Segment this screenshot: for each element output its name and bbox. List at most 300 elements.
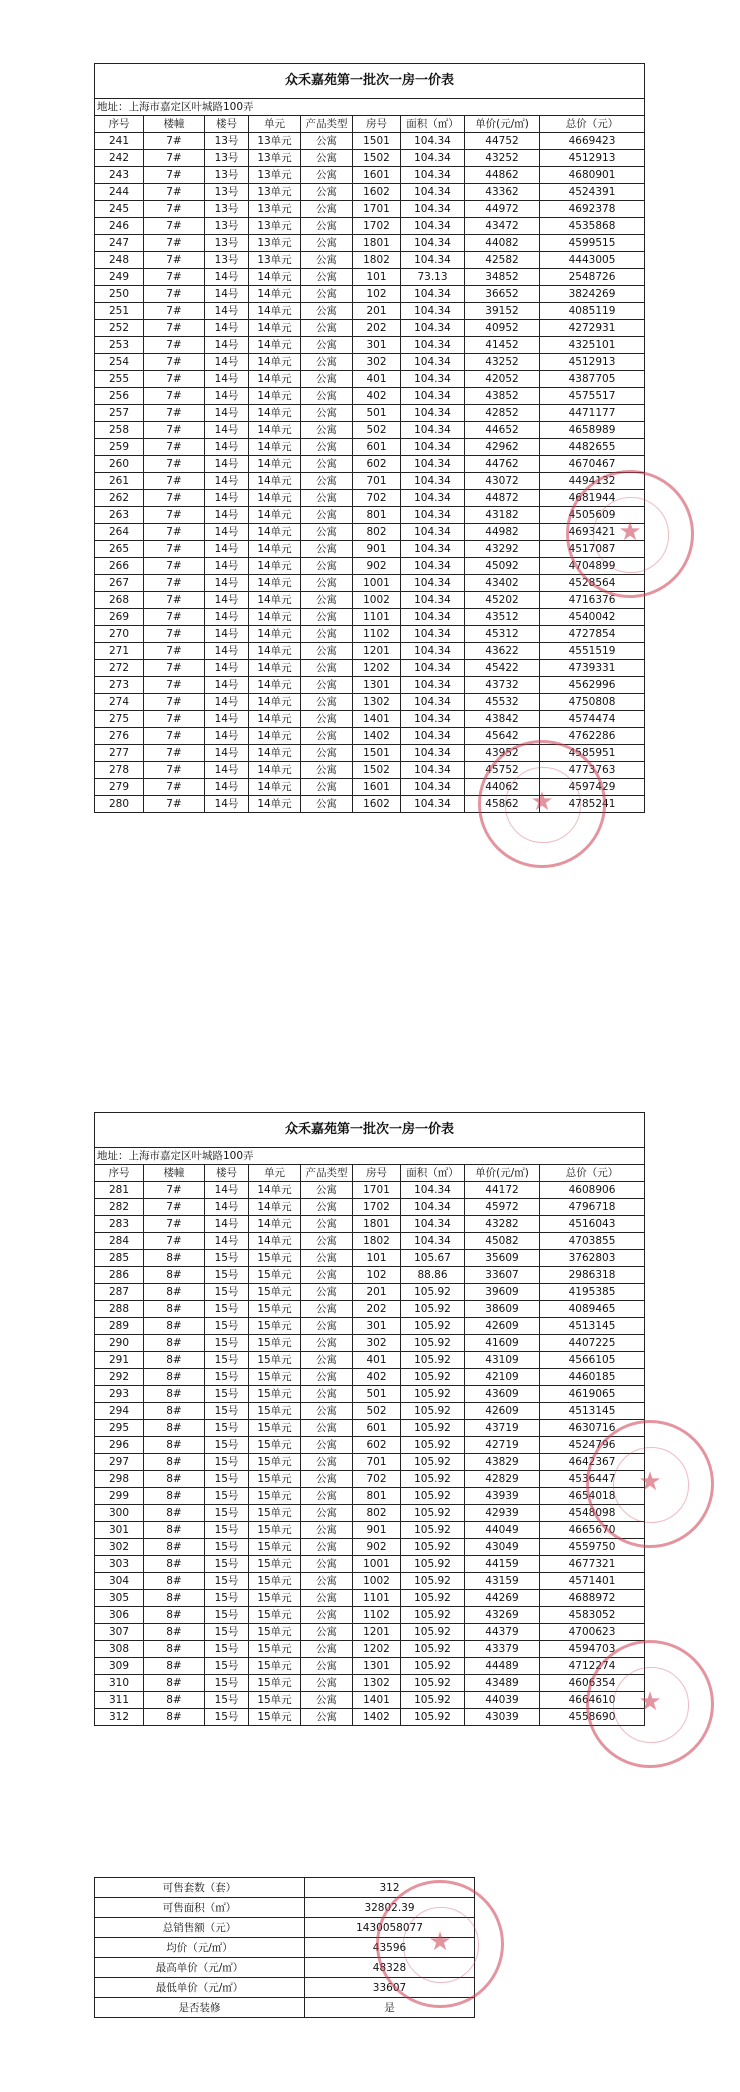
table-cell: 105.92 (401, 1420, 465, 1437)
table-cell: 13号 (205, 252, 249, 269)
table-cell: 43472 (465, 218, 540, 235)
table-cell: 公寓 (301, 1624, 353, 1641)
table-cell: 公寓 (301, 609, 353, 626)
table-cell: 公寓 (301, 303, 353, 320)
table-cell: 1301 (353, 1658, 401, 1675)
table-cell: 公寓 (301, 541, 353, 558)
table-cell: 8# (144, 1692, 205, 1709)
table-cell: 1302 (353, 694, 401, 711)
table-row (95, 1709, 645, 1726)
table-cell: 262 (95, 490, 144, 507)
table-cell: 7# (144, 507, 205, 524)
table-cell: 8# (144, 1709, 205, 1726)
table-cell: 104.34 (401, 558, 465, 575)
table-cell: 45092 (465, 558, 540, 575)
table-cell: 201 (353, 303, 401, 320)
table-cell: 105.92 (401, 1505, 465, 1522)
table-cell: 15单元 (249, 1318, 301, 1335)
header-cell: 楼幢 (144, 116, 205, 133)
table-cell: 公寓 (301, 558, 353, 575)
table-cell: 15号 (205, 1318, 249, 1335)
table-cell: 104.34 (401, 405, 465, 422)
table-row (95, 1590, 645, 1607)
table-cell: 41609 (465, 1335, 540, 1352)
table-cell: 14号 (205, 490, 249, 507)
table-cell: 45422 (465, 660, 540, 677)
table-cell: 901 (353, 541, 401, 558)
table-row (95, 252, 645, 269)
table-row (95, 439, 645, 456)
table-cell: 13号 (205, 150, 249, 167)
table-cell: 15单元 (249, 1437, 301, 1454)
table-cell: 1201 (353, 1624, 401, 1641)
table-cell: 公寓 (301, 422, 353, 439)
table-cell: 45642 (465, 728, 540, 745)
table-cell: 45082 (465, 1233, 540, 1250)
table-cell: 4654018 (540, 1488, 645, 1505)
header-cell: 单价(元/㎡) (465, 1165, 540, 1182)
table-cell: 4085119 (540, 303, 645, 320)
table-cell: 284 (95, 1233, 144, 1250)
table-cell: 4692378 (540, 201, 645, 218)
table-cell: 15单元 (249, 1641, 301, 1658)
table-row (95, 422, 645, 439)
table-cell: 1102 (353, 626, 401, 643)
table-cell: 7# (144, 575, 205, 592)
table-cell: 104.34 (401, 201, 465, 218)
table-cell: 7# (144, 592, 205, 609)
table-cell: 14号 (205, 711, 249, 728)
table-cell: 43252 (465, 150, 540, 167)
table-row (95, 677, 645, 694)
table-cell: 8# (144, 1403, 205, 1420)
header-cell: 单元 (249, 116, 301, 133)
table-cell: 公寓 (301, 1318, 353, 1335)
table-row (95, 371, 645, 388)
table-cell: 266 (95, 558, 144, 575)
table-cell: 15号 (205, 1471, 249, 1488)
table-cell: 公寓 (301, 1488, 353, 1505)
table-cell: 公寓 (301, 1709, 353, 1726)
table-cell: 公寓 (301, 694, 353, 711)
table-cell: 104.34 (401, 660, 465, 677)
table-cell: 14单元 (249, 779, 301, 796)
table-cell: 15号 (205, 1437, 249, 1454)
table-cell: 105.92 (401, 1709, 465, 1726)
summary-label: 是否装修 (95, 1998, 305, 2018)
table-cell: 14号 (205, 337, 249, 354)
table-cell: 4551519 (540, 643, 645, 660)
table-row (95, 524, 645, 541)
table-cell: 41452 (465, 337, 540, 354)
table-cell: 13单元 (249, 252, 301, 269)
summary-value: 48328 (305, 1958, 475, 1978)
table-cell: 4773763 (540, 762, 645, 779)
table-cell: 14单元 (249, 1216, 301, 1233)
table-cell: 4703855 (540, 1233, 645, 1250)
table-cell: 7# (144, 218, 205, 235)
table-cell: 15单元 (249, 1539, 301, 1556)
table-cell: 15号 (205, 1573, 249, 1590)
table-cell: 14号 (205, 473, 249, 490)
table-cell: 4460185 (540, 1369, 645, 1386)
table-cell: 8# (144, 1505, 205, 1522)
table-cell: 1201 (353, 643, 401, 660)
table-cell: 602 (353, 1437, 401, 1454)
table-cell: 14号 (205, 1182, 249, 1199)
table-cell: 4524796 (540, 1437, 645, 1454)
table-cell: 14号 (205, 1216, 249, 1233)
table-cell: 15单元 (249, 1522, 301, 1539)
summary-table (94, 1877, 475, 2018)
table-row (95, 1437, 645, 1454)
table-cell: 公寓 (301, 337, 353, 354)
table-cell: 14单元 (249, 490, 301, 507)
table-cell: 4669423 (540, 133, 645, 150)
table-row (95, 694, 645, 711)
table-cell: 401 (353, 1352, 401, 1369)
table-cell: 243 (95, 167, 144, 184)
table-cell: 15号 (205, 1403, 249, 1420)
table-cell: 14单元 (249, 354, 301, 371)
table-cell: 公寓 (301, 1369, 353, 1386)
table-row (95, 1556, 645, 1573)
table-cell: 275 (95, 711, 144, 728)
table-cell: 104.34 (401, 694, 465, 711)
table-cell: 公寓 (301, 1301, 353, 1318)
table-row (95, 405, 645, 422)
table-cell: 4658989 (540, 422, 645, 439)
table-cell: 44752 (465, 133, 540, 150)
table-cell: 256 (95, 388, 144, 405)
table-cell: 43719 (465, 1420, 540, 1437)
table-cell: 305 (95, 1590, 144, 1607)
header-cell: 面积（㎡） (401, 1165, 465, 1182)
table-row (95, 626, 645, 643)
table-cell: 1801 (353, 235, 401, 252)
star-icon: ★ (530, 787, 554, 818)
table-cell: 2986318 (540, 1267, 645, 1284)
summary-row (95, 1998, 475, 2018)
table-cell: 288 (95, 1301, 144, 1318)
table-cell: 15号 (205, 1352, 249, 1369)
table-cell: 104.34 (401, 1216, 465, 1233)
table-cell: 302 (353, 1335, 401, 1352)
table-cell: 105.92 (401, 1556, 465, 1573)
table-cell: 4562996 (540, 677, 645, 694)
table-cell: 4630716 (540, 1420, 645, 1437)
table-cell: 1802 (353, 252, 401, 269)
table-cell: 14号 (205, 694, 249, 711)
table-cell: 8# (144, 1420, 205, 1437)
table-cell: 4712274 (540, 1658, 645, 1675)
table-cell: 13号 (205, 235, 249, 252)
header-cell: 楼号 (205, 1165, 249, 1182)
table-cell: 43842 (465, 711, 540, 728)
table-cell: 261 (95, 473, 144, 490)
table-cell: 公寓 (301, 507, 353, 524)
table-cell: 7# (144, 269, 205, 286)
table-cell: 402 (353, 1369, 401, 1386)
table-cell: 241 (95, 133, 144, 150)
table-cell: 4700623 (540, 1624, 645, 1641)
table-cell: 15单元 (249, 1624, 301, 1641)
table-cell: 公寓 (301, 439, 353, 456)
table-cell: 14单元 (249, 728, 301, 745)
summary-value: 是 (305, 1998, 475, 2018)
table-cell: 14号 (205, 286, 249, 303)
table-cell: 15单元 (249, 1386, 301, 1403)
table-cell: 4516043 (540, 1216, 645, 1233)
table-cell: 14号 (205, 405, 249, 422)
table-cell: 1702 (353, 1199, 401, 1216)
table-row (95, 286, 645, 303)
table-cell: 15单元 (249, 1454, 301, 1471)
table-cell: 4443005 (540, 252, 645, 269)
table-cell: 301 (95, 1522, 144, 1539)
table-cell: 7# (144, 422, 205, 439)
table-cell: 8# (144, 1335, 205, 1352)
summary-row (95, 1878, 475, 1898)
table-cell: 44062 (465, 779, 540, 796)
table-cell: 4606354 (540, 1675, 645, 1692)
header-cell: 单价(元/㎡) (465, 116, 540, 133)
table-row (95, 1522, 645, 1539)
table-cell: 43829 (465, 1454, 540, 1471)
table-cell: 14单元 (249, 303, 301, 320)
table-cell: 4727854 (540, 626, 645, 643)
table-cell: 43379 (465, 1641, 540, 1658)
summary-label: 可售面积（㎡） (95, 1898, 305, 1918)
table-row (95, 1641, 645, 1658)
table-cell: 42582 (465, 252, 540, 269)
header-row (95, 116, 645, 133)
table-cell: 15号 (205, 1369, 249, 1386)
table-cell: 公寓 (301, 1250, 353, 1267)
table-cell: 14号 (205, 320, 249, 337)
table-cell: 43609 (465, 1386, 540, 1403)
table-cell: 308 (95, 1641, 144, 1658)
table-cell: 702 (353, 490, 401, 507)
table-cell: 15单元 (249, 1301, 301, 1318)
table-cell: 14号 (205, 660, 249, 677)
table-cell: 15号 (205, 1488, 249, 1505)
table-cell: 7# (144, 150, 205, 167)
table-cell: 501 (353, 405, 401, 422)
table-row (95, 201, 645, 218)
table-cell: 104.34 (401, 252, 465, 269)
table-cell: 287 (95, 1284, 144, 1301)
table-cell: 102 (353, 1267, 401, 1284)
table-cell: 14号 (205, 745, 249, 762)
table-cell: 15号 (205, 1641, 249, 1658)
table-cell: 4494132 (540, 473, 645, 490)
table-cell: 104.34 (401, 303, 465, 320)
table-cell: 42609 (465, 1318, 540, 1335)
table-cell: 268 (95, 592, 144, 609)
table-cell: 15号 (205, 1454, 249, 1471)
table-cell: 7# (144, 388, 205, 405)
table-cell: 15单元 (249, 1590, 301, 1607)
summary-row (95, 1958, 475, 1978)
header-row (95, 1165, 645, 1182)
table-cell: 15单元 (249, 1369, 301, 1386)
table-row (95, 711, 645, 728)
table-cell: 8# (144, 1267, 205, 1284)
table-cell: 306 (95, 1607, 144, 1624)
table-cell: 14单元 (249, 626, 301, 643)
table-cell: 105.92 (401, 1658, 465, 1675)
table-cell: 105.92 (401, 1573, 465, 1590)
table-cell: 502 (353, 1403, 401, 1420)
table-cell: 283 (95, 1216, 144, 1233)
table-cell: 902 (353, 1539, 401, 1556)
table-cell: 501 (353, 1386, 401, 1403)
table-cell: 302 (353, 354, 401, 371)
table-cell: 42609 (465, 1403, 540, 1420)
table-cell: 13单元 (249, 201, 301, 218)
table-cell: 公寓 (301, 1199, 353, 1216)
table-row (95, 1607, 645, 1624)
table-cell: 公寓 (301, 745, 353, 762)
star-icon: ★ (428, 1927, 452, 1958)
table-cell: 4536447 (540, 1471, 645, 1488)
table-cell: 202 (353, 320, 401, 337)
table-cell: 105.92 (401, 1641, 465, 1658)
table-cell: 14单元 (249, 405, 301, 422)
table-row (95, 592, 645, 609)
summary-value: 32802.39 (305, 1898, 475, 1918)
table-cell: 14单元 (249, 524, 301, 541)
table-cell: 14单元 (249, 558, 301, 575)
table-cell: 1002 (353, 1573, 401, 1590)
table-row (95, 728, 645, 745)
table-cell: 13号 (205, 167, 249, 184)
table-cell: 4608906 (540, 1182, 645, 1199)
table-cell: 42939 (465, 1505, 540, 1522)
table-cell: 42852 (465, 405, 540, 422)
table-cell: 公寓 (301, 1267, 353, 1284)
table-cell: 44972 (465, 201, 540, 218)
table-cell: 105.92 (401, 1488, 465, 1505)
table-cell: 7# (144, 405, 205, 422)
table-cell: 202 (353, 1301, 401, 1318)
table-cell: 公寓 (301, 626, 353, 643)
table-cell: 7# (144, 541, 205, 558)
table-cell: 104.34 (401, 439, 465, 456)
table-cell: 258 (95, 422, 144, 439)
table-cell: 7# (144, 167, 205, 184)
table-cell: 4325101 (540, 337, 645, 354)
table-row (95, 269, 645, 286)
table-cell: 1401 (353, 1692, 401, 1709)
table-cell: 1002 (353, 592, 401, 609)
table-cell: 105.92 (401, 1675, 465, 1692)
table-cell: 1501 (353, 745, 401, 762)
table-cell: 104.34 (401, 1182, 465, 1199)
table-row (95, 1335, 645, 1352)
table-cell: 8# (144, 1658, 205, 1675)
table-cell: 104.34 (401, 1233, 465, 1250)
table-cell: 105.92 (401, 1318, 465, 1335)
table-row (95, 1216, 645, 1233)
table-cell: 1501 (353, 133, 401, 150)
table-cell: 公寓 (301, 711, 353, 728)
table-cell: 7# (144, 1216, 205, 1233)
table-cell: 15号 (205, 1675, 249, 1692)
summary-row (95, 1918, 475, 1938)
table-cell: 4619065 (540, 1386, 645, 1403)
table-cell: 15单元 (249, 1573, 301, 1590)
table-cell: 1301 (353, 677, 401, 694)
summary-row (95, 1938, 475, 1958)
header-cell: 房号 (353, 1165, 401, 1182)
table-cell: 242 (95, 150, 144, 167)
table-row (95, 1692, 645, 1709)
table-cell: 公寓 (301, 405, 353, 422)
table-cell: 公寓 (301, 592, 353, 609)
table-cell: 15号 (205, 1335, 249, 1352)
table-cell: 311 (95, 1692, 144, 1709)
table-cell: 307 (95, 1624, 144, 1641)
table-cell: 14号 (205, 354, 249, 371)
table-cell: 43072 (465, 473, 540, 490)
table-row (95, 745, 645, 762)
table-cell: 公寓 (301, 1352, 353, 1369)
table-cell: 公寓 (301, 167, 353, 184)
table-row (95, 660, 645, 677)
table-cell: 101 (353, 269, 401, 286)
table-cell: 13单元 (249, 218, 301, 235)
table-cell: 8# (144, 1522, 205, 1539)
table-cell: 601 (353, 1420, 401, 1437)
table-cell: 14单元 (249, 745, 301, 762)
table-cell: 43952 (465, 745, 540, 762)
table-row (95, 490, 645, 507)
table-cell: 4387705 (540, 371, 645, 388)
table-cell: 公寓 (301, 388, 353, 405)
table-cell: 43182 (465, 507, 540, 524)
table-cell: 104.34 (401, 507, 465, 524)
table-cell: 15号 (205, 1556, 249, 1573)
star-icon: ★ (618, 517, 642, 548)
table-cell: 43109 (465, 1352, 540, 1369)
table-cell: 公寓 (301, 1573, 353, 1590)
table-cell: 1701 (353, 201, 401, 218)
table-cell: 502 (353, 422, 401, 439)
table-cell: 7# (144, 711, 205, 728)
header-cell: 序号 (95, 1165, 144, 1182)
table-cell: 300 (95, 1505, 144, 1522)
table-cell: 14单元 (249, 660, 301, 677)
header-cell: 面积（㎡） (401, 116, 465, 133)
table-cell: 4512913 (540, 354, 645, 371)
table-cell: 44982 (465, 524, 540, 541)
table-cell: 263 (95, 507, 144, 524)
table-cell: 44379 (465, 1624, 540, 1641)
table-cell: 8# (144, 1624, 205, 1641)
table-cell: 901 (353, 1522, 401, 1539)
table-cell: 8# (144, 1573, 205, 1590)
table-cell: 4089465 (540, 1301, 645, 1318)
table-cell: 15号 (205, 1607, 249, 1624)
summary-row (95, 1978, 475, 1998)
table-cell: 4272931 (540, 320, 645, 337)
table-cell: 7# (144, 235, 205, 252)
table-cell: 7# (144, 524, 205, 541)
table-cell: 公寓 (301, 235, 353, 252)
table-cell: 公寓 (301, 1386, 353, 1403)
